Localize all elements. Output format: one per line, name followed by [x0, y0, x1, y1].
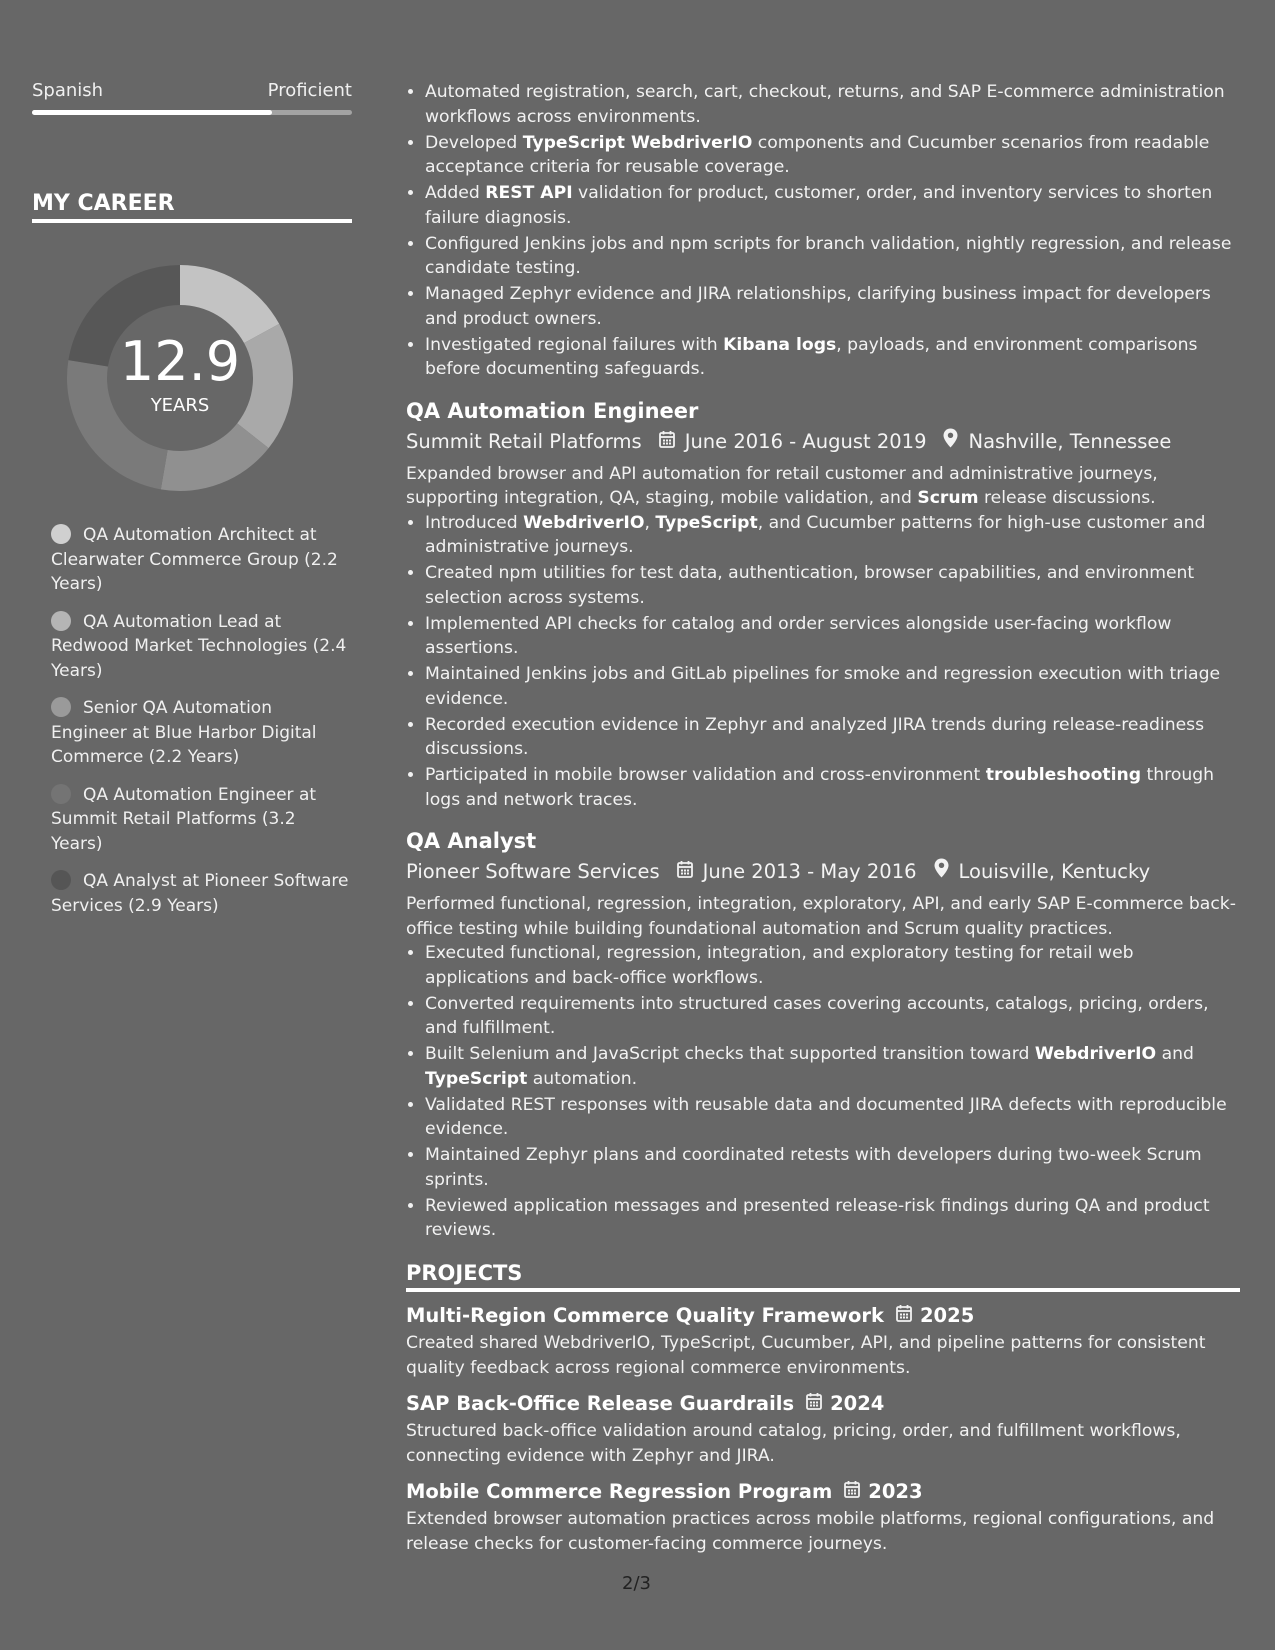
projects-section-title: PROJECTS	[406, 1261, 1240, 1293]
total-years-value: 12.9	[119, 330, 241, 393]
calendar-icon	[677, 856, 693, 888]
career-list-item	[51, 523, 352, 597]
project-header	[406, 1477, 1240, 1507]
bold-keyword: TypeScript WebdriverIO	[522, 132, 753, 153]
bullet-item: • Recorded execution evidence in Zephyr and analyzed JIRA trends during release-readiness discussions.	[425, 713, 1240, 762]
job-meta	[406, 426, 1240, 458]
language-row	[32, 80, 352, 101]
project-year: 2025	[919, 1304, 975, 1327]
career-item-text: QA Analyst at Pioneer Software Services (2.9 Years)	[51, 871, 349, 916]
job-meta	[406, 856, 1240, 888]
bullet-item: • Built Selenium and JavaScript checks that supported transition toward WebdriverIO and TypeScript automation.	[425, 1042, 1240, 1091]
project-year: 2024	[830, 1392, 885, 1415]
project-year: 2023	[868, 1480, 923, 1503]
project-description: Created shared WebdriverIO, TypeScript, Cucumber, API, and pipeline patterns for consistent quality feedback across regional commerce environments.	[406, 1333, 1206, 1378]
bullet-item: • Maintained Zephyr plans and coordinated retests with developers during two-week Scrum sprints.	[425, 1143, 1240, 1192]
calendar-icon	[806, 1389, 822, 1419]
language-name: Spanish	[32, 80, 104, 101]
bullet-item: • Reviewed application messages and presented release-risk findings during QA and product reviews.	[425, 1194, 1240, 1243]
bullet-item: • Implemented API checks for catalog and order services alongside user-facing workflow assertions.	[425, 612, 1240, 661]
legend-dot-icon	[51, 784, 71, 804]
job-entry	[406, 396, 1240, 813]
language-level: Proficient	[267, 80, 352, 101]
job-summary: Performed functional, regression, integration, exploratory, API, and early SAP E-commerce back-office testing while building foundational automation and Scrum quality practices.	[406, 894, 1236, 939]
project-header	[406, 1389, 1240, 1419]
project-entry	[406, 1389, 1240, 1468]
legend-dot-icon	[51, 524, 71, 544]
career-list-item	[51, 696, 352, 770]
bullet-item: • Configured Jenkins jobs and npm scripts for branch validation, nightly regression, and release candidate testing.	[425, 232, 1240, 281]
bullet-item: • Created npm utilities for test data, authentication, browser capabilities, and environment selection across systems.	[425, 561, 1240, 610]
language-level-bar	[32, 110, 352, 115]
job-dates: June 2016 - August 2019	[684, 429, 927, 453]
company-name: Summit Retail Platforms	[406, 429, 642, 453]
career-list	[32, 523, 352, 918]
bold-keyword: troubleshooting	[985, 765, 1142, 785]
bullet-item: • Participated in mobile browser validation and cross-environment troubleshooting through logs and network traces.	[425, 763, 1240, 812]
calendar-icon	[844, 1477, 860, 1507]
job-title: QA Analyst	[406, 829, 537, 853]
job-location: Louisville, Kentucky	[958, 860, 1151, 883]
legend-dot-icon	[51, 870, 71, 890]
calendar-icon	[896, 1301, 912, 1331]
project-description: Extended browser automation practices across mobile platforms, regional configurations, and release checks for customer-facing commerce journeys.	[406, 1509, 1215, 1554]
bold-keyword: WebdriverIO	[523, 512, 645, 533]
bullet-item: • Converted requirements into structured cases covering accounts, catalogs, pricing, orders, and fulfillment.	[425, 992, 1240, 1041]
bullet-item: • Validated REST responses with reusable data and documented JIRA defects with reproducible evidence.	[425, 1093, 1240, 1142]
bullet-item: • Investigated regional failures with Kibana logs, payloads, and environment comparisons before documenting safeguards.	[425, 333, 1240, 382]
job-entry	[406, 826, 1240, 1243]
bold-keyword: TypeScript	[655, 512, 758, 533]
legend-dot-icon	[51, 611, 71, 631]
project-name: Multi-Region Commerce Quality Framework	[406, 1304, 884, 1327]
job-dates: June 2013 - May 2016	[702, 860, 917, 883]
bold-keyword: Scrum	[917, 488, 979, 508]
job-location: Nashville, Tennessee	[968, 429, 1172, 453]
bold-keyword: REST API	[485, 183, 573, 203]
project-name: SAP Back-Office Release Guardrails	[406, 1392, 795, 1415]
donut-center	[65, 330, 295, 416]
bullet-item: • Executed functional, regression, integration, and exploratory testing for retail web applications and back-office workflows.	[425, 941, 1240, 990]
project-entry	[406, 1301, 1240, 1380]
bullet-item: • Added REST API validation for product, customer, order, and inventory services to shorten failure diagnosis.	[425, 181, 1240, 230]
company-name: Pioneer Software Services	[406, 860, 660, 883]
previous-job-bullets	[406, 80, 1240, 382]
project-entry	[406, 1477, 1240, 1556]
career-donut-chart	[65, 263, 295, 493]
career-item-text: Senior QA Automation Engineer at Blue Harbor Digital Commerce (2.2 Years)	[51, 698, 317, 767]
career-section-title: MY CAREER	[32, 191, 352, 223]
job-summary: Expanded browser and API automation for retail customer and administrative journeys, supporting integration, QA, staging, mobile validation, and Scrum release discussions.	[406, 463, 1158, 508]
career-item-text: QA Automation Engineer at Summit Retail Platforms (3.2 Years)	[51, 784, 317, 854]
location-pin-icon	[943, 426, 958, 458]
bullet-item: • Maintained Jenkins jobs and GitLab pipelines for smoke and regression execution with triage evidence.	[425, 662, 1240, 711]
career-list-item	[51, 869, 352, 918]
location-pin-icon	[934, 856, 949, 888]
project-name: Mobile Commerce Regression Program	[406, 1480, 833, 1503]
career-item-text: QA Automation Architect at Clearwater Commerce Group (2.2 Years)	[51, 525, 338, 594]
main-content	[406, 80, 1240, 1556]
bold-keyword: WebdriverIO	[1034, 1044, 1157, 1064]
total-years-unit: YEARS	[150, 395, 210, 416]
projects-list	[406, 1301, 1240, 1556]
page-number: 2/3	[622, 1573, 651, 1594]
legend-dot-icon	[51, 697, 71, 717]
language-level-fill	[32, 110, 272, 115]
career-list-item	[51, 783, 352, 857]
job-title: QA Automation Engineer	[406, 398, 699, 423]
project-description: Structured back-office validation around catalog, pricing, order, and fulfillment workflows, connecting evidence with Zephyr and JIRA.	[406, 1421, 1181, 1466]
jobs-section	[406, 396, 1240, 1243]
calendar-icon	[659, 426, 675, 458]
bullet-item: • Developed TypeScript WebdriverIO components and Cucumber scenarios from readable acceptance criteria for reusable coverage.	[425, 131, 1240, 180]
bold-keyword: Kibana logs	[723, 334, 837, 355]
bullet-item: • Automated registration, search, cart, checkout, returns, and SAP E-commerce administration workflows across environments.	[425, 80, 1240, 129]
bold-keyword: TypeScript	[425, 1068, 528, 1089]
bullet-item: • Managed Zephyr evidence and JIRA relationships, clarifying business impact for developers and product owners.	[425, 282, 1240, 331]
job-bullets	[406, 941, 1240, 1243]
project-header	[406, 1301, 1240, 1331]
bullet-item: • Introduced WebdriverIO, TypeScript, and Cucumber patterns for high-use customer and administrative journeys.	[425, 511, 1240, 560]
career-item-text: QA Automation Lead at Redwood Market Technologies (2.4 Years)	[51, 611, 347, 681]
career-list-item	[51, 610, 352, 684]
job-bullets	[406, 511, 1240, 813]
sidebar	[32, 80, 352, 931]
